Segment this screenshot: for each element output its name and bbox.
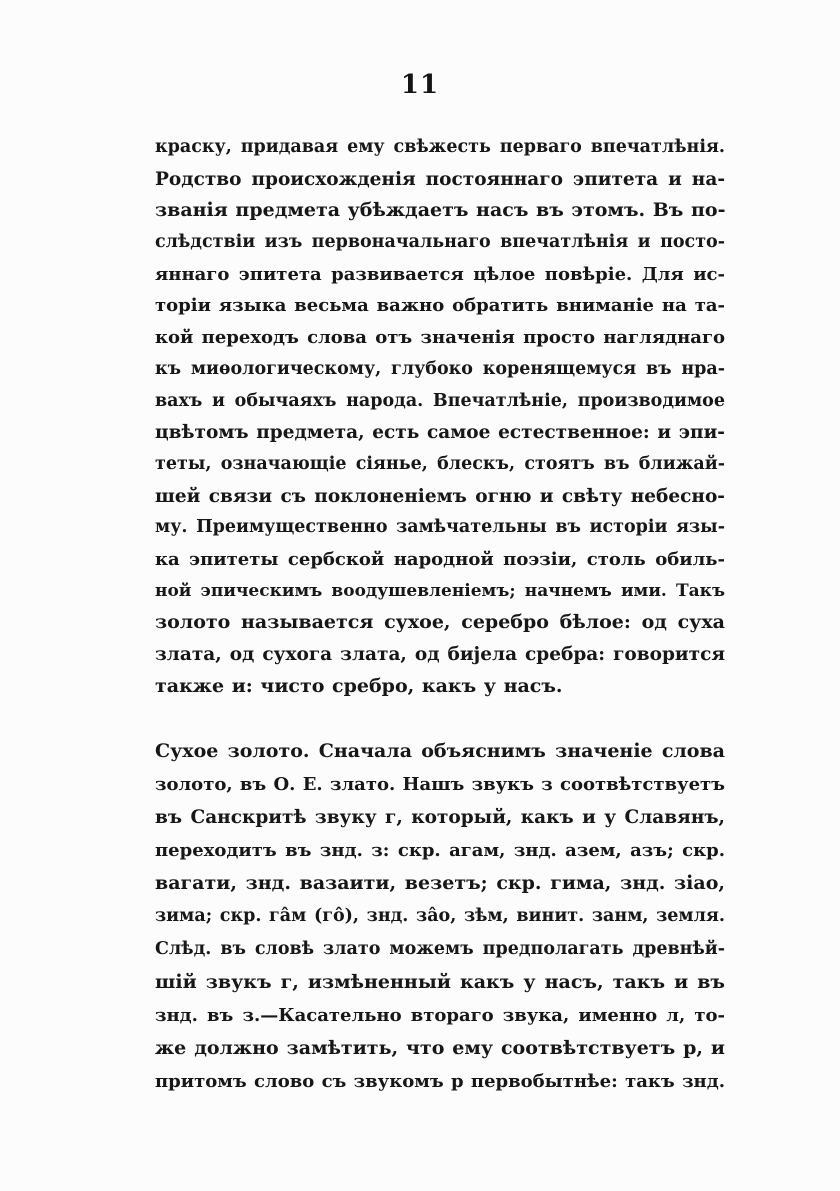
page-number: 11 <box>400 70 440 100</box>
text-line: Родство происхожденія постояннаго эпитета и на- <box>155 168 725 190</box>
text-line: кой переходъ слова отъ значенія просто нагляднаго <box>155 327 725 349</box>
text-line: цвѣтомъ предмета, есть самое естественное: и эпи- <box>155 422 725 444</box>
text-line: яннаго эпитета развивается цѣлое повѣріе. Для ис- <box>155 263 725 285</box>
text-line: Сухое золото. Сначала объяснимъ значеніе слова <box>155 740 725 762</box>
text-line: теты, означающіе сіянье, блескъ, стоятъ въ ближай- <box>155 453 725 474</box>
paragraph-1 <box>155 132 725 702</box>
text-line: ной эпическимъ воодушевленіемъ; начнемъ ими. Такъ <box>155 580 725 601</box>
text-line: вахъ и обычаяхъ народа. Впечатлѣніе, производимое <box>155 390 725 411</box>
text-line: также и: чисто сребро, какъ у насъ. <box>155 674 563 697</box>
text-line: ка эпитеты сербской народной поэзіи, столь обиль- <box>155 548 725 570</box>
text-line: золото, въ О. Е. злато. Нашъ звукъ з соотвѣтствуетъ <box>155 774 725 795</box>
text-line: му. Преимущественно замѣчательны въ исторіи язы- <box>155 517 725 538</box>
text-line: шей связи съ поклоненіемъ огню и свѣту небесно- <box>155 485 725 507</box>
text-line: въ Санскритѣ звуку г, который, какъ и у Славянъ, <box>155 807 725 828</box>
text-line: Слѣд. въ словѣ злато можемъ предполагать древнѣй- <box>155 939 725 959</box>
text-line: краску, придавая ему свѣжесть перваго впечатлѣнія. <box>155 137 725 157</box>
text-line: золото называется сухое, серебро бѣлое: од суха <box>155 611 725 634</box>
text-line: слѣдствіи изъ первоначальнаго впечатлѣнія и посто- <box>155 232 725 253</box>
text-line: торіи языка весьма важно обратить вниманіе на та- <box>155 295 725 317</box>
text-line: зима; скр. гâм (гô), знд. зâо, зѣм, винит. занм, земля. <box>155 906 725 926</box>
text-line: къ миѳологическому, глубоко коренящемуся въ нра- <box>155 358 725 379</box>
text-line: же должно замѣтить, что ему соотвѣтствуетъ р, и <box>155 1037 725 1059</box>
text-line: притомъ слово съ звукомъ р первобытнѣе: такъ знд. <box>155 1071 725 1092</box>
text-line: знд. въ з.—Касательно втораго звука, именно л, то- <box>155 1005 725 1026</box>
text-line: званія предмета убѣждаетъ насъ въ этомъ. Въ по- <box>155 199 725 222</box>
text-line: вагати, знд. вазаити, везетъ; скр. гима, знд. зіао, <box>155 872 725 894</box>
text-line: переходитъ въ знд. з: скр. агам, знд. азем, азъ; скр. <box>155 840 725 861</box>
text-line: шій звукъ г, измѣненный какъ у насъ, такъ и въ <box>155 971 725 993</box>
paragraph-2 <box>155 735 725 1098</box>
text-line: злата, од сухога злата, од бијела сребра: говорится <box>155 644 725 665</box>
